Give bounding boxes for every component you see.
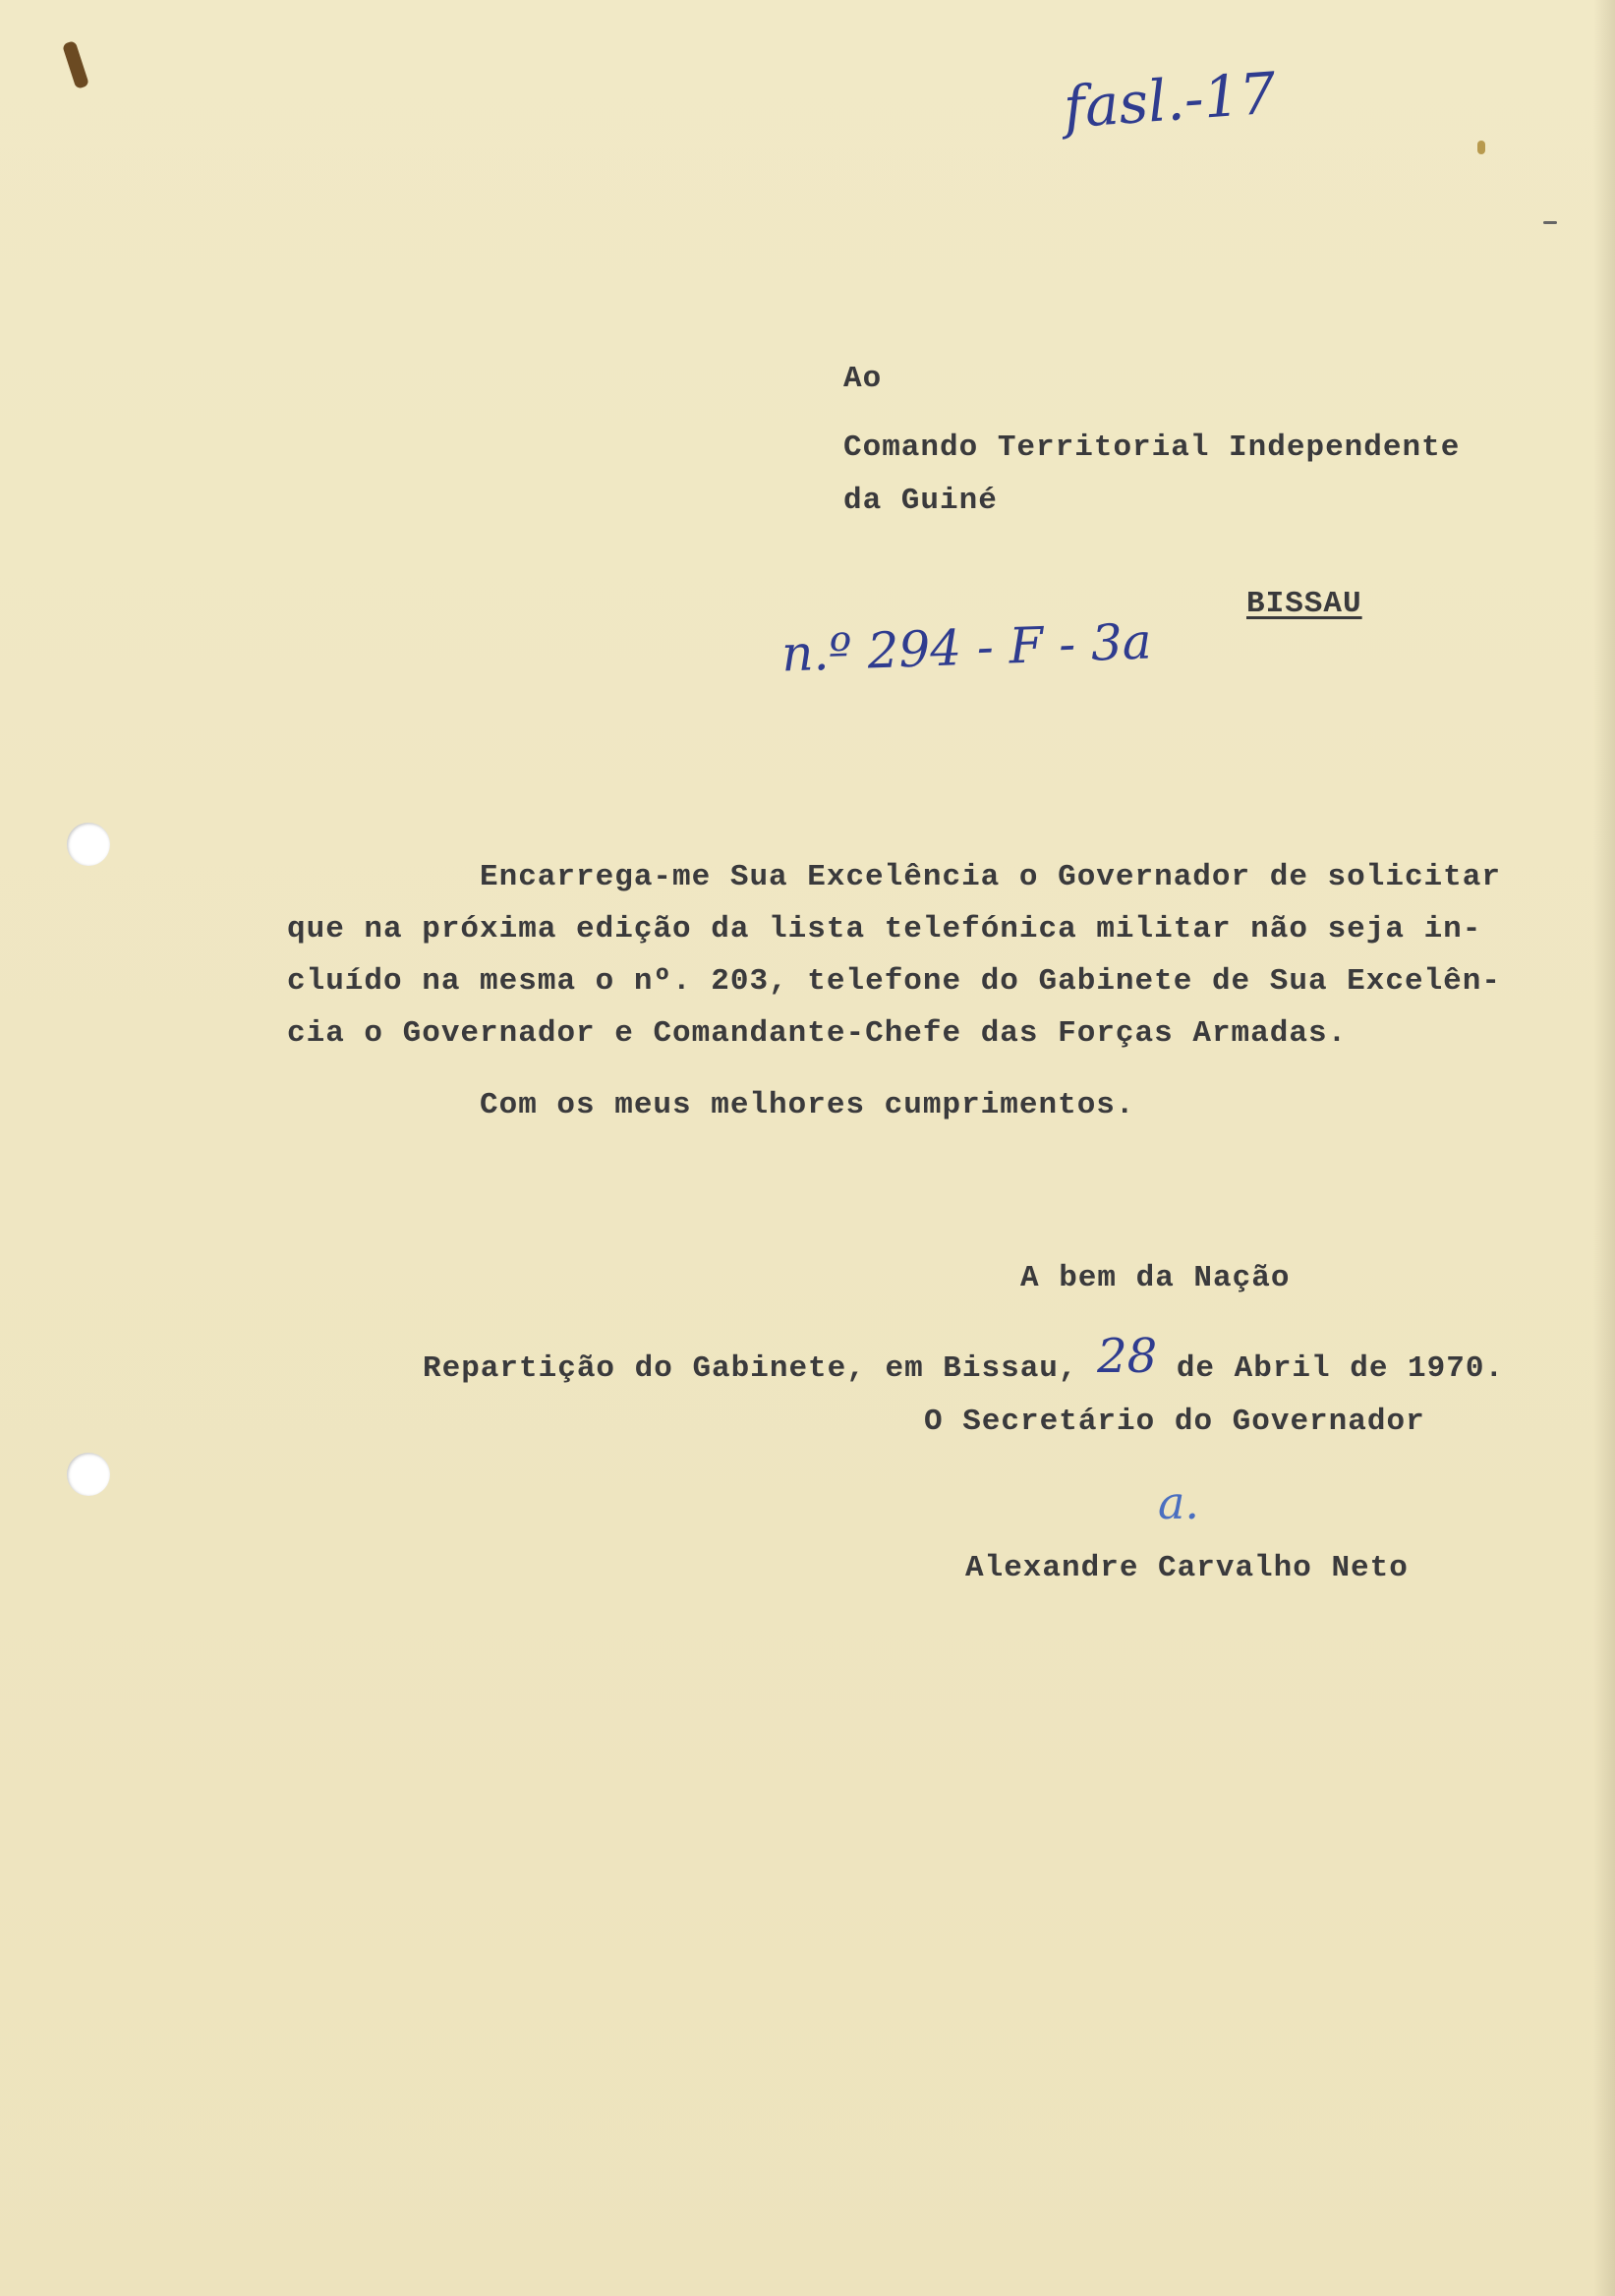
place-date-suffix: de Abril de 1970. bbox=[1176, 1351, 1505, 1386]
handwritten-file-note: fasl.-17 bbox=[1061, 59, 1279, 142]
rust-stain-small bbox=[1477, 141, 1485, 154]
body-line-2: que na próxima edição da lista telefónica militar não seja in- bbox=[287, 912, 1482, 947]
signatory-name: Alexandre Carvalho Neto bbox=[965, 1551, 1409, 1585]
salutation: Ao bbox=[843, 362, 883, 396]
recipient-city: BISSAU bbox=[1246, 587, 1362, 621]
punch-hole-lower bbox=[67, 1453, 110, 1496]
handwritten-reference: n.º 294 - F - 3a bbox=[780, 612, 1153, 683]
closing-line: Com os meus melhores cumprimentos. bbox=[480, 1088, 1135, 1122]
recipient-line-2: da Guiné bbox=[843, 484, 998, 518]
edge-mark bbox=[1543, 221, 1557, 224]
body-line-4: cia o Governador e Comandante-Chefe das Forças Armadas. bbox=[287, 1016, 1348, 1051]
punch-hole-upper bbox=[67, 823, 110, 866]
signatory-title: O Secretário do Governador bbox=[924, 1405, 1425, 1439]
body-line-3: cluído na mesma o nº. 203, telefone do Gabinete de Sua Excelên- bbox=[287, 964, 1501, 999]
motto: A bem da Nação bbox=[1020, 1261, 1291, 1295]
body-line-1: Encarrega-me Sua Excelência o Governador de solicitar bbox=[480, 860, 1501, 894]
signature-initials: a. bbox=[1158, 1476, 1200, 1529]
recipient-line-1: Comando Territorial Independente bbox=[843, 430, 1461, 465]
place-date-prefix: Repartição do Gabinete, em Bissau, bbox=[423, 1351, 1078, 1386]
rust-stain bbox=[62, 40, 89, 89]
place-date-line bbox=[423, 1329, 1505, 1388]
page-edge-shadow bbox=[1593, 0, 1615, 2296]
handwritten-day: 28 bbox=[1097, 1329, 1158, 1384]
